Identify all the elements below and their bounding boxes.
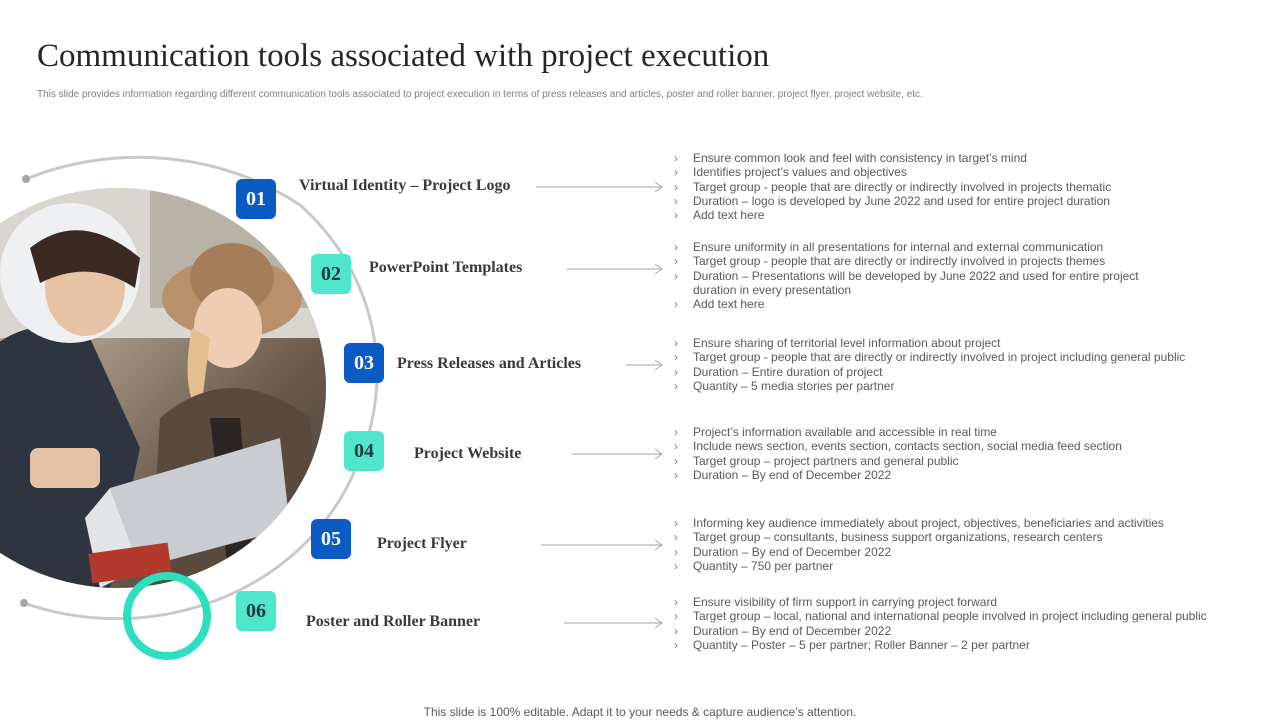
chevron-right-icon: ›: [674, 530, 678, 545]
step-badge-06: 06: [236, 591, 276, 631]
list-item: › Target group - people that are directly or indirectly involved in projects thematic: [674, 179, 1112, 194]
list-item: › Duration – logo is developed by June 2022 and used for entire project duration: [674, 193, 1110, 208]
arc-end-dot: [20, 599, 28, 607]
item-title-02: PowerPoint Templates: [369, 259, 523, 276]
item-title-01: Virtual Identity – Project Logo: [299, 177, 511, 194]
chevron-right-icon: ›: [674, 453, 678, 468]
list-item: › Duration – Entire duration of project: [674, 364, 883, 379]
list-item: › Project’s information available and accessible in real time: [674, 425, 997, 439]
chevron-right-icon: ›: [674, 193, 678, 208]
chevron-right-icon: ›: [674, 240, 678, 254]
chevron-right-icon: ›: [674, 151, 678, 165]
list-item: › Target group – local, national and international people involved in project including general public: [674, 609, 1207, 624]
step-badge-02: 02: [311, 254, 351, 294]
chevron-right-icon: ›: [674, 364, 678, 379]
list-item: › Informing key audience immediately about project, objectives, beneficiaries and activities: [674, 516, 1164, 530]
chevron-right-icon: ›: [674, 378, 678, 393]
list-item: › Ensure sharing of territorial level information about project: [674, 336, 1001, 350]
bullet-list-06: [674, 595, 1207, 652]
chevron-right-icon: ›: [674, 350, 678, 365]
step-badge-01: 01: [236, 179, 276, 219]
list-item: › Target group - people that are directly or indirectly involved in project including general public: [674, 350, 1186, 365]
item-title-06: Poster and Roller Banner: [306, 613, 481, 630]
list-item: › Ensure visibility of firm support in carrying project forward: [674, 595, 998, 609]
list-item: › Identifies project’s values and objectives: [674, 165, 907, 180]
item-title-04: Project Website: [414, 445, 522, 462]
list-item: › Duration – By end of December 2022: [674, 544, 892, 559]
list-item-continuation: duration in every presentation: [693, 282, 852, 297]
chevron-right-icon: ›: [674, 254, 678, 269]
bullet-list-02: [674, 240, 1139, 311]
page-title: Communication tools associated with project execution: [37, 38, 770, 74]
teal-ring: [127, 576, 207, 656]
list-item: › Target group – consultants, business support organizations, research centers: [674, 530, 1103, 545]
list-item: › Add text here: [674, 208, 765, 223]
chevron-right-icon: ›: [674, 595, 678, 609]
chevron-right-icon: ›: [674, 609, 678, 624]
chevron-right-icon: ›: [674, 439, 678, 454]
chevron-right-icon: ›: [674, 297, 678, 312]
item-title-03: Press Releases and Articles: [397, 355, 582, 372]
list-item: › Ensure uniformity in all presentations for internal and external communication: [674, 240, 1104, 254]
chevron-right-icon: ›: [674, 637, 678, 652]
chevron-right-icon: ›: [674, 179, 678, 194]
chevron-right-icon: ›: [674, 336, 678, 350]
list-item: › Ensure common look and feel with consistency in target’s mind: [674, 151, 1027, 165]
list-item: › Quantity – 5 media stories per partner: [674, 378, 895, 393]
page-subtitle: This slide provides information regarding different communication tools associated to project execution in terms of press releases and articles, poster and roller banner, project flyer, project website, etc.: [37, 89, 923, 100]
chevron-right-icon: ›: [674, 208, 678, 223]
chevron-right-icon: ›: [674, 558, 678, 573]
footer-note: This slide is 100% editable. Adapt it to your needs & capture audience’s attention.: [423, 705, 857, 719]
bullet-list-01: [674, 151, 1111, 222]
step-badge-03: 03: [344, 343, 384, 383]
chevron-right-icon: ›: [674, 516, 678, 530]
list-item: › Duration – By end of December 2022: [674, 467, 892, 482]
bullet-list-03: [674, 336, 1185, 393]
list-item: › Duration – Presentations will be developed by June 2022 and used for entire project: [674, 268, 1139, 283]
bullet-list-05: [674, 516, 1164, 573]
chevron-right-icon: ›: [674, 623, 678, 638]
bullet-list-04: [674, 425, 1122, 482]
step-badge-05: 05: [311, 519, 351, 559]
list-item: › Target group - people that are directly or indirectly involved in projects themes: [674, 254, 1106, 269]
chevron-right-icon: ›: [674, 268, 678, 283]
list-item: › Duration – By end of December 2022: [674, 623, 892, 638]
list-item: › Include news section, events section, contacts section, social media feed section: [674, 439, 1122, 454]
list-item: › Target group – project partners and general public: [674, 453, 959, 468]
chevron-right-icon: ›: [674, 544, 678, 559]
arc-start-dot: [22, 175, 30, 183]
item-title-05: Project Flyer: [377, 535, 467, 552]
list-item: › Quantity – Poster – 5 per partner; Roller Banner – 2 per partner: [674, 637, 1030, 652]
list-item: › Add text here: [674, 297, 765, 312]
chevron-right-icon: ›: [674, 467, 678, 482]
step-badge-04: 04: [344, 431, 384, 471]
chevron-right-icon: ›: [674, 425, 678, 439]
chevron-right-icon: ›: [674, 165, 678, 180]
list-item: › Quantity – 750 per partner: [674, 558, 834, 573]
